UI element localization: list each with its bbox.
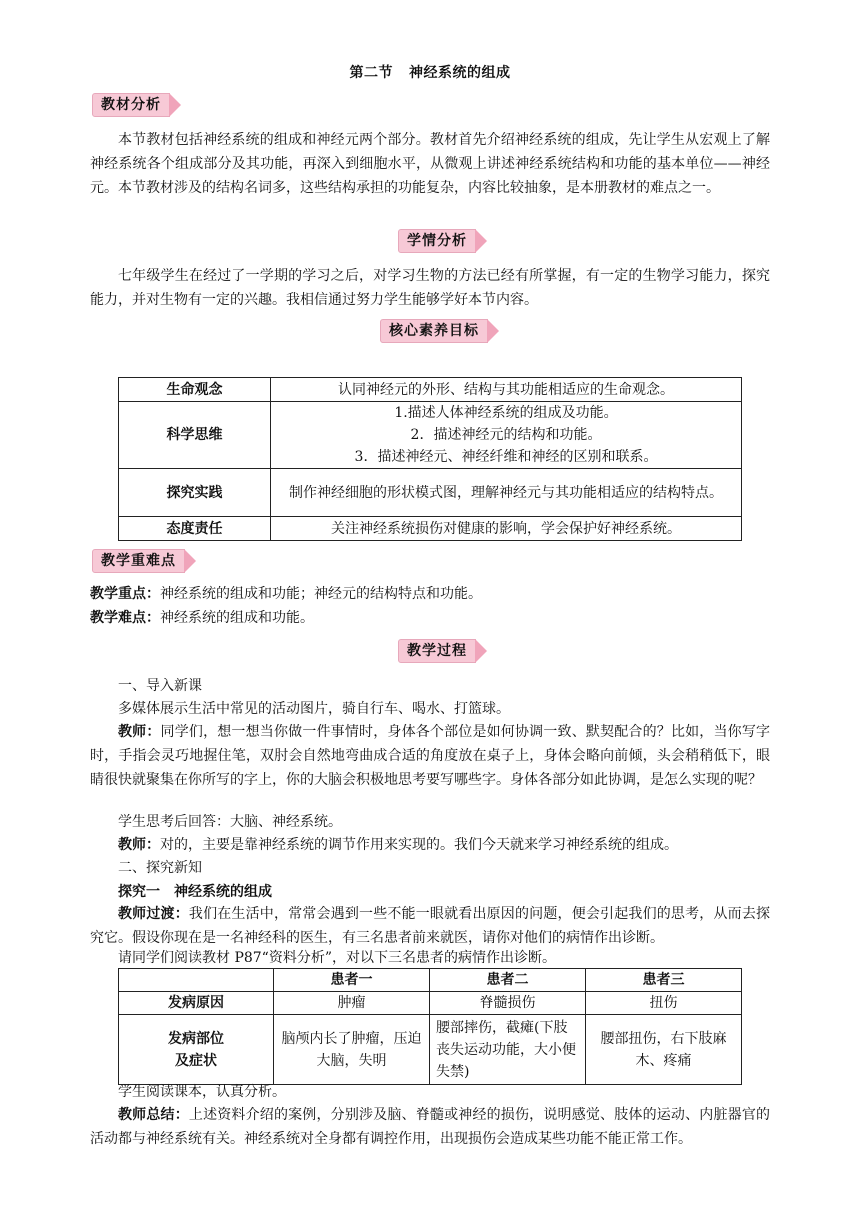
table-row — [119, 469, 742, 517]
difficult-point-line: 教学难点：神经系统的组成和功能。 — [90, 610, 314, 626]
goal-key: 探究实践 — [119, 469, 271, 517]
table-row — [119, 1015, 742, 1085]
page-title — [0, 62, 860, 82]
teacher-paragraph: 教师：同学们，想一想当你做一件事情时，身体各个部位是如何协调一致、默契配合的？比如，当你写字时，手指会灵巧地握住笔，双肘会自然地弯曲成合适的角度放在桌子上，身体会略向前倾，头会稍稍低下，眼睛很快就聚集在你所写的字上，你的大脑会积极地思考要写哪些字。身体各部分如此协调，是怎么实现的呢？ — [90, 724, 771, 788]
learner-analysis-paragraph: 七年级学生在经过了一学期的学习之后，对学习生物的方法已经有所掌握，有一定的生物学习能力，探究能力，并对生物有一定的兴趣。我相信通过努力学生能够学好本节内容。 — [90, 268, 770, 308]
section-number: 第二节 — [349, 65, 393, 81]
table-cell: 腰部扭伤，右下肢麻木、疼痛 — [586, 1015, 742, 1085]
table-cell: 肿瘤 — [274, 992, 430, 1015]
goal-key: 生命观念 — [119, 378, 271, 402]
goals-table — [118, 377, 742, 541]
table-cell: 扭伤 — [586, 992, 742, 1015]
heading-intro: 一、导入新课 — [118, 678, 202, 694]
arrow-icon — [169, 93, 181, 117]
arrow-icon — [475, 229, 487, 253]
goal-value: 关注神经系统损伤对健康的影响，学会保护好神经系统。 — [271, 517, 742, 541]
goal-key: 科学思维 — [119, 402, 271, 469]
goal-value: 制作神经细胞的形状模式图，理解神经元与其功能相适应的结构特点。 — [271, 469, 742, 517]
paragraph: 学生思考后回答：大脑、神经系统。 — [118, 814, 342, 830]
table-cell: 腰部摔伤，截瘫(下肢丧失运动功能，大小便失禁) — [430, 1015, 586, 1085]
column-header: 患者三 — [586, 969, 742, 992]
table-cell: 脑颅内长了肿瘤，压迫大脑，失明 — [274, 1015, 430, 1085]
badge-core-goals: 核心素养目标 — [380, 320, 499, 342]
section-name: 神经系统的组成 — [409, 65, 511, 81]
goal-value: 1.描述人体神经系统的组成及功能。 2．描述神经元的结构和功能。 3．描述神经元、神经纤维和神经的区别和联系。 — [271, 402, 742, 469]
table-row — [119, 517, 742, 541]
paragraph: 请同学们阅读教材 P87“资料分析”，对以下三名患者的病情作出诊断。 — [118, 950, 556, 966]
table-row — [119, 969, 742, 992]
table-row — [119, 402, 742, 469]
badge-teaching-process: 教学过程 — [398, 640, 487, 662]
badge-textbook-analysis: 教材分析 — [92, 94, 181, 116]
column-header: 患者二 — [430, 969, 586, 992]
key-point-line: 教学重点：神经系统的组成和功能；神经元的结构特点和功能。 — [90, 586, 482, 602]
badge-learner-analysis: 学情分析 — [398, 230, 487, 252]
heading-explore: 二、探究新知 — [118, 860, 202, 876]
explore-heading: 探究一 神经系统的组成 — [118, 884, 272, 900]
goal-key: 态度责任 — [119, 517, 271, 541]
arrow-icon — [487, 319, 499, 343]
row-header: 发病原因 — [119, 992, 274, 1015]
paragraph: 学生阅读课本，认真分析。 — [118, 1084, 286, 1100]
table-row — [119, 992, 742, 1015]
arrow-icon — [475, 639, 487, 663]
badge-key-points: 教学重难点 — [92, 550, 196, 572]
teacher-summary-paragraph: 教师总结：上述资料介绍的案例，分别涉及脑、脊髓或神经的损伤，说明感觉、肢体的运动、内脏器官的活动都与神经系统有关。神经系统对全身都有调控作用，出现损伤会造成某些功能不能正常工作。 — [90, 1107, 770, 1147]
arrow-icon — [184, 549, 196, 573]
textbook-analysis-paragraph: 本节教材包括神经系统的组成和神经元两个部分。教材首先介绍神经系统的组成，先让学生从宏观上了解神经系统各个组成部分及其功能，再深入到细胞水平，从微观上讲述神经系统结构和功能的基本单位——神经元。本节教材涉及的结构名词多，这些结构承担的功能复杂，内容比较抽象，是本册教材的难点之一。 — [90, 132, 770, 196]
table-row — [119, 378, 742, 402]
column-header: 患者一 — [274, 969, 430, 992]
teacher-paragraph: 教师：对的，主要是靠神经系统的调节作用来实现的。我们今天就来学习神经系统的组成。 — [118, 837, 678, 853]
goal-value: 认同神经元的外形、结构与其功能相适应的生命观念。 — [271, 378, 742, 402]
patients-table — [118, 968, 742, 1085]
table-cell: 脊髓损伤 — [430, 992, 586, 1015]
teacher-transition-paragraph: 教师过渡：我们在生活中，常常会遇到一些不能一眼就看出原因的问题，便会引起我们的思考，从而去探究它。假设你现在是一名神经科的医生，有三名患者前来就医，请你对他们的病情作出诊断。 — [90, 906, 770, 946]
paragraph: 多媒体展示生活中常见的活动图片，骑自行车、喝水、打篮球。 — [118, 701, 510, 717]
row-header: 发病部位 及症状 — [119, 1015, 274, 1085]
